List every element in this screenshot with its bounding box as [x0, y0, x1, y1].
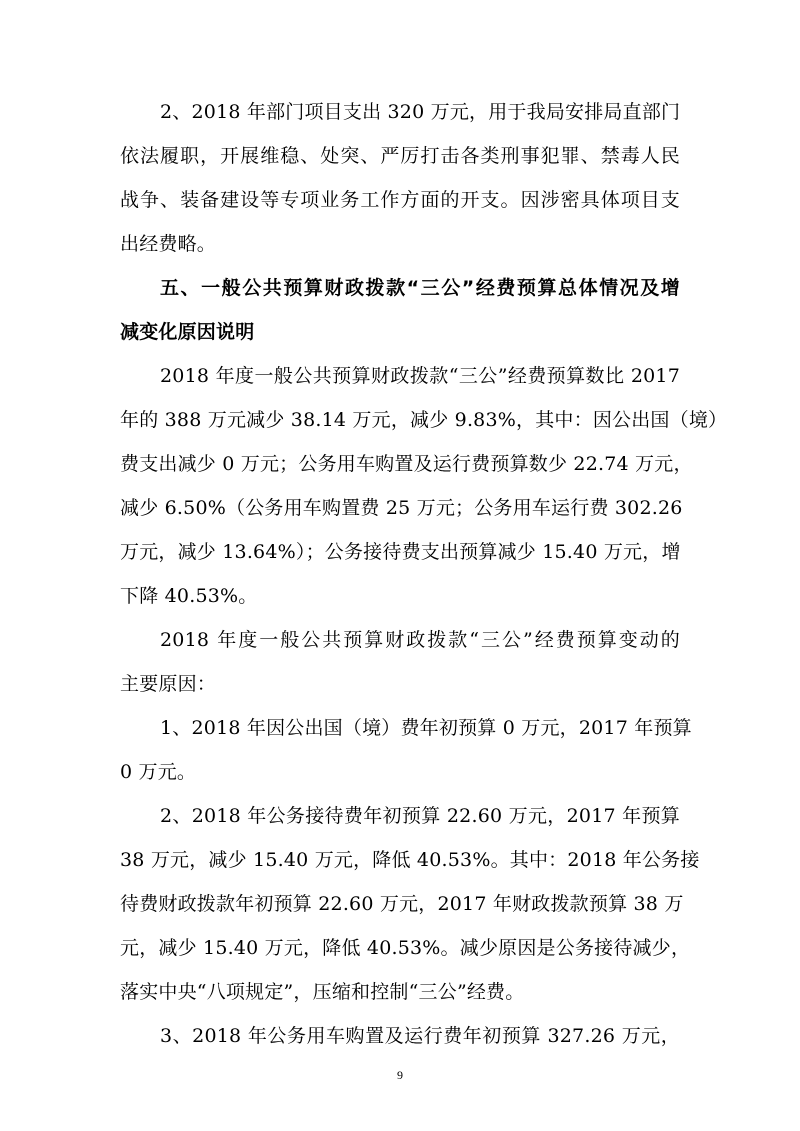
page-number: 9	[397, 1068, 403, 1082]
paragraph-line: 2018 年度一般公共预算财政拨款“三公”经费预算数比 2017	[160, 365, 680, 387]
paragraph-line: 出经费略。	[120, 233, 217, 255]
paragraph-line: 减少 6.50%（公务用车购置费 25 万元；公务用车运行费 302.26	[120, 497, 683, 519]
paragraph-line: 38 万元，减少 15.40 万元，降低 40.53%。其中：2018 年公务接	[120, 849, 700, 871]
paragraph-line: 2018 年度一般公共预算财政拨款“三公”经费预算变动的	[160, 629, 680, 651]
paragraph-line: 2、2018 年部门项目支出 320 万元，用于我局安排局直部门	[160, 101, 681, 123]
paragraph-line: 万元，减少 13.64%）；公务接待费支出预算减少 15.40 万元，增	[120, 541, 681, 563]
paragraph-line: 元，减少 15.40 万元，降低 40.53%。减少原因是公务接待减少，	[120, 937, 691, 959]
paragraph-line: 费支出减少 0 万元；公务用车购置及运行费预算数少 22.74 万元，	[120, 453, 693, 475]
paragraph-line: 待费财政拨款年初预算 22.60 万元，2017 年财政拨款预算 38 万	[120, 893, 684, 915]
paragraph-line: 下降 40.53%。	[120, 585, 258, 607]
paragraph-line: 年的 388 万元减少 38.14 万元，减少 9.83%，其中：因公出国（境）	[120, 409, 728, 431]
paragraph-line: 战争、装备建设等专项业务工作方面的开支。因涉密具体项目支	[120, 189, 680, 211]
paragraph-line: 0 万元。	[120, 761, 197, 783]
section-heading-line: 五、一般公共预算财政拨款“三公”经费预算总体情况及增	[160, 277, 680, 299]
section-heading-line: 减变化原因说明	[120, 321, 255, 343]
paragraph-line: 1、2018 年因公出国（境）费年初预算 0 万元，2017 年预算	[160, 717, 692, 739]
paragraph-line: 主要原因：	[120, 673, 217, 695]
paragraph-line: 2、2018 年公务接待费年初预算 22.60 万元，2017 年预算	[160, 805, 680, 827]
paragraph-line: 依法履职，开展维稳、处突、严厉打击各类刑事犯罪、禁毒人民	[120, 145, 680, 167]
paragraph-line: 落实中央“八项规定”，压缩和控制“三公”经费。	[120, 981, 525, 1003]
paragraph-line: 3、2018 年公务用车购置及运行费年初预算 327.26 万元，	[160, 1025, 680, 1047]
